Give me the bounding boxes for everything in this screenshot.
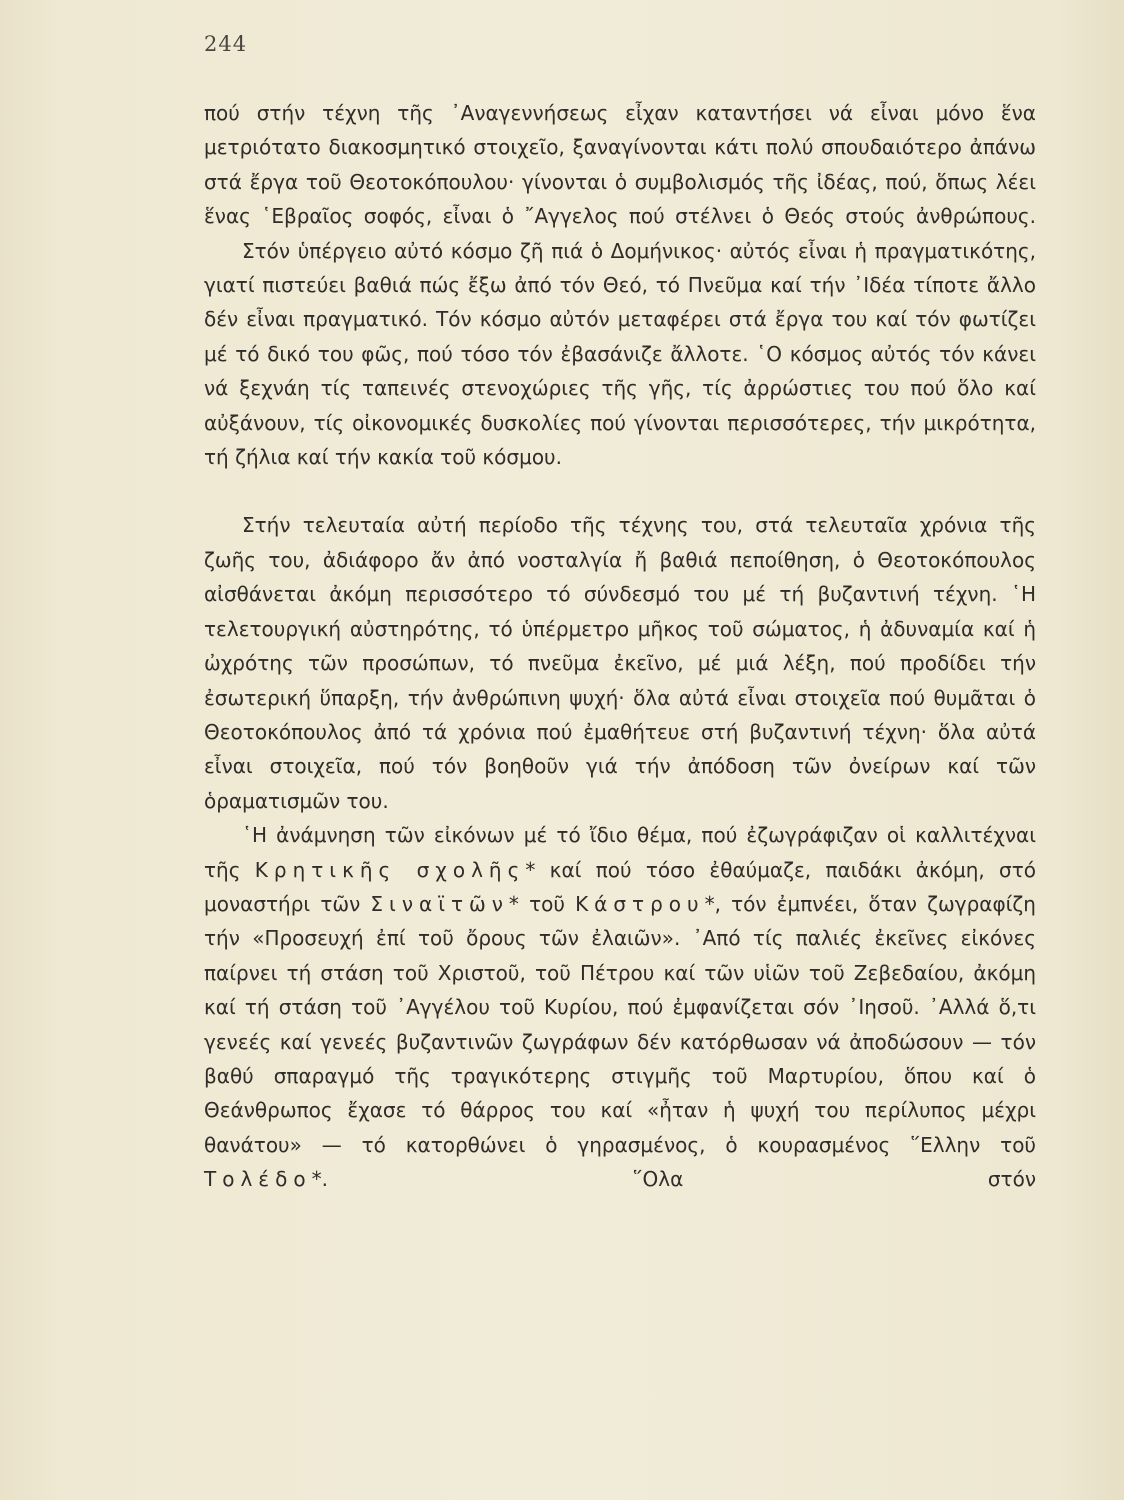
spaced-term-kastro: Κάστρου [575, 891, 705, 916]
paragraph-gap [204, 474, 1036, 508]
page-number: 244 [204, 32, 248, 56]
paragraph-4-text: *, τόν ἐμπνέει, ὅταν ζωγραφίζη τήν «Προσευχή ἐπί τοῦ ὄρους τῶν ἐλαιῶν». ᾿Από τίς παλιές ἐκεῖνες εἰκόνες παίρνει τή στάση τοῦ Χριστοῦ, τοῦ Πέτρου καί τῶν υἱῶν τοῦ Ζεβεδαίου, ἀκόμη καί τή στάση τοῦ ᾿Αγγέλου τοῦ Κυρίου, πού ἐμφανίζεται σόν ᾿Ιησοῦ. ᾿Αλλά ὅ,τι γενεές καί γενεές βυζαντινῶν ζωγράφων δέν κατόρθωσαν νά ἀποδώσουν — τόν βαθύ σπαραγμό τῆς τραγικότερης στιγμῆς τοῦ Μαρτυρίου, ὅπου καί ὁ Θεάνθρωπος ἔχασε τό θάρρος του καί «ἦταν ἡ ψυχή του περίλυπος μέχρι θανάτου» — τό κατορθώνει ὁ γηρασμένος, ὁ κουρασμένος ῞Ελλην τοῦ [204, 891, 1036, 1157]
paragraph-4 [204, 818, 1036, 1196]
paragraph-4-text: *. ῞Ολα στόν [311, 1167, 1036, 1192]
paragraph-3: Στήν τελευταία αὐτή περίοδο τῆς τέχνης του, στά τελευταῖα χρόνια τῆς ζωῆς του, ἀδιάφορο ἄν ἀπό νοσταλγία ἤ βαθιά πεποίθηση, ὁ Θεοτοκόπουλος αἰσθάνεται ἀκόμη περισσότερο τό σύνδεσμό του μέ τή βυζαντινή τέχνη. ῾Η τελετουργική αὐστηρότης, τό ὑπέρμετρο μῆκος τοῦ σώματος, ἡ ἀδυναμία καί ἡ ὠχρότης τῶν προσώπων, τό πνεῦμα ἐκεῖνο, μέ μιά λέξη, πού προδίδει τήν ἐσωτερική ὕπαρξη, τήν ἀνθρώπινη ψυχή· ὅλα αὐτά εἶναι στοιχεῖα πού θυμᾶται ὁ Θεοτοκόπουλος ἀπό τά χρόνια πού ἐμαθήτευε στή βυζαντινή τέχνη· ὅλα αὐτά εἶναι στοιχεῖα, πού τόν βοηθοῦν γιά τήν ἀπόδοση τῶν ὀνείρων καί τῶν ὁραματισμῶν του. [204, 513, 1036, 813]
body-text [204, 96, 1036, 1197]
spaced-term-sinaites: Σιναϊτῶν [370, 891, 509, 916]
paragraph-4-text: * τοῦ [508, 891, 576, 916]
spaced-term-cretan-school: Κρητικῆς σχολῆς [254, 857, 526, 882]
paragraph-1: πού στήν τέχνη τῆς ᾿Αναγεννήσεως εἶχαν καταντήσει νά εἶναι μόνο ἕνα μετριότατο διακοσμητικό στοιχεῖο, ξαναγίνονται κάτι πολύ σπουδαιότερο ἀπάνω στά ἔργα τοῦ Θεοτοκόπουλου· γίνονται ὁ συμβολισμός τῆς ἰδέας, πού, ὅπως λέει ἕνας ῾Εβραῖος σοφός, εἶναι ὁ ῎Αγγελος πού στέλνει ὁ Θεός στούς ἀνθρώπους. [204, 101, 1036, 229]
paragraph-4-text: ῾Η ἀνάμνηση τῶν εἰκόνων μέ τό ἴδιο θέμα, πού ἐζωγράφιζαν οἱ καλλιτέχναι τῆς [204, 823, 1036, 882]
paragraph-4-text: * καί πού τόσο ἐθαύμαζε, παιδάκι ἀκόμη, στό μοναστήρι τῶν [204, 857, 1037, 916]
spaced-term-toledo: Τολέδο [204, 1167, 312, 1192]
paragraph-2: Στόν ὑπέργειο αὐτό κόσμο ζῆ πιά ὁ Δομήνικος· αὐτός εἶναι ἡ πραγματικότης, γιατί πιστεύει βαθιά πώς ἔξω ἀπό τόν Θεό, τό Πνεῦμα καί τήν ᾿Ιδέα τίποτε ἄλλο δέν εἶναι πραγματικό. Τόν κόσμο αὐτόν μεταφέρει στά ἔργα του καί τόν φωτίζει μέ τό δικό του φῶς, πού τόσο τόν ἐβασάνιζε ἄλλοτε. ῾Ο κόσμος αὐτός τόν κάνει νά ξεχνάη τίς ταπεινές στενοχώριες τῆς γῆς, τίς ἀρρώστιες του πού ὅλο καί αὐξάνουν, τίς οἰκονομικές δυσκολίες πού γίνονται περισσότερες, τήν μικρότητα, τή ζήλια καί τήν κακία τοῦ κόσμου. [204, 238, 1036, 470]
